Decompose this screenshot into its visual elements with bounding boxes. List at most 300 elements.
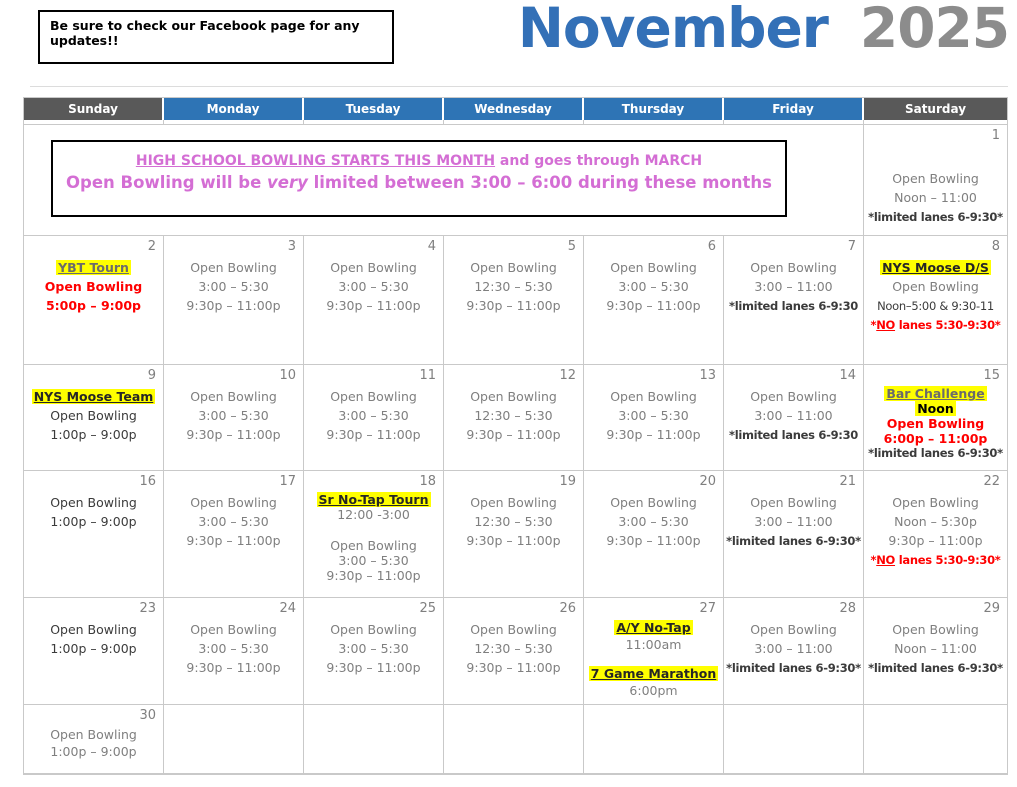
- announcement-box: [51, 140, 787, 217]
- highlighted-event-label: [915, 401, 956, 416]
- event-text: [754, 514, 832, 529]
- text-segment: 9:30p – 11:00p: [606, 298, 701, 313]
- day-number: 19: [559, 474, 576, 489]
- text-segment: Open Bowling: [886, 416, 985, 431]
- event-text: [198, 279, 268, 294]
- highlighted-event-label: [589, 666, 718, 681]
- day-number: 3: [287, 239, 296, 254]
- text-segment: 9:30p – 11:00p: [466, 298, 561, 313]
- text-segment: 3:00 – 5:30: [338, 553, 409, 568]
- text-segment: Open Bowling: [50, 495, 137, 510]
- text-segment: 9:30p – 11:00p: [606, 427, 701, 442]
- text-segment: *: [870, 318, 877, 332]
- calendar-cell-19: [444, 471, 584, 598]
- text-segment: NYS Moose Team: [33, 389, 154, 404]
- event-line: [24, 279, 163, 295]
- facebook-notice-box: [38, 10, 394, 64]
- calendar-cell-5: [444, 236, 584, 365]
- event-text: [50, 727, 137, 742]
- text-segment: Open Bowling: [892, 622, 979, 637]
- text-segment: 1:00p – 9:00p: [50, 744, 137, 759]
- event-text: [470, 622, 557, 637]
- facebook-notice-text: Be sure to check our Facebook page for any updates!!: [50, 18, 360, 48]
- event-line: [304, 408, 443, 424]
- day-header-wednesday: Wednesday: [444, 98, 584, 120]
- text-segment: 3:00 – 5:30: [198, 408, 269, 423]
- event-text: [892, 171, 979, 186]
- text-segment: 3:00 – 5:30: [338, 279, 409, 294]
- day-header-saturday: Saturday: [864, 98, 1007, 120]
- event-line: [304, 260, 443, 276]
- event-line: [164, 279, 303, 295]
- event-line: [304, 660, 443, 676]
- event-line: [164, 298, 303, 314]
- event-line: [444, 514, 583, 530]
- event-text: [45, 279, 142, 294]
- event-line: [724, 660, 863, 676]
- text-segment: 7 Game Marathon: [590, 666, 717, 681]
- event-text: [750, 260, 837, 275]
- text-segment: 12:30 – 5:30: [474, 641, 553, 656]
- calendar-cell-25: [304, 598, 444, 705]
- event-text: [466, 298, 560, 313]
- day-number: 18: [419, 474, 436, 489]
- text-segment: *limited lanes 6-9:30*: [726, 534, 861, 548]
- day-number: 20: [699, 474, 716, 489]
- day-number: 5: [567, 239, 576, 254]
- calendar-cell-12: [444, 365, 584, 471]
- event-line: [304, 298, 443, 314]
- event-text: [884, 431, 988, 446]
- event-text: [618, 514, 688, 529]
- event-line: [24, 514, 163, 530]
- text-segment: 3:00 – 5:30: [338, 641, 409, 656]
- event-text: [470, 495, 557, 510]
- text-segment: Bar Challenge: [886, 386, 985, 401]
- text-segment: NYS Moose D/S: [882, 260, 989, 275]
- event-line: [864, 533, 1007, 549]
- event-line: [304, 622, 443, 638]
- calendar-cell-empty: [444, 705, 584, 774]
- event-line: [24, 743, 163, 760]
- event-text: [474, 641, 552, 656]
- text-segment: 9:30p – 11:00p: [326, 427, 421, 442]
- event-line: [724, 533, 863, 549]
- event-text: [330, 622, 417, 637]
- text-segment: Open Bowling will be: [66, 173, 268, 192]
- event-line: [24, 495, 163, 511]
- text-segment: 3:00 – 11:00: [754, 641, 833, 656]
- event-line: [584, 636, 723, 653]
- text-segment: 9:30p – 11:00p: [466, 533, 561, 548]
- event-line: [864, 514, 1007, 530]
- day-number: 7: [847, 239, 856, 254]
- text-segment: 3:00 – 5:30: [618, 514, 689, 529]
- text-segment: 1:00p – 9:00p: [50, 427, 137, 442]
- event-text: [474, 514, 552, 529]
- text-segment: NO: [876, 553, 896, 567]
- event-line: [164, 622, 303, 638]
- event-line: [864, 190, 1007, 206]
- event-line: [444, 408, 583, 424]
- event-text: [750, 495, 837, 510]
- event-text: [330, 260, 417, 275]
- highlighted-event-label: [317, 492, 431, 507]
- event-line: [584, 298, 723, 314]
- text-segment: Open Bowling: [470, 495, 557, 510]
- calendar-cell-11: [304, 365, 444, 471]
- text-segment: 3:00 – 11:00: [754, 514, 833, 529]
- announcement-line-1: [53, 151, 785, 171]
- text-segment: Open Bowling: [330, 538, 417, 553]
- calendar-cell-29: [864, 598, 1007, 705]
- event-line: [584, 408, 723, 424]
- event-line: [304, 427, 443, 443]
- event-line: [24, 408, 163, 424]
- event-line: [584, 619, 723, 636]
- event-text: [888, 533, 982, 548]
- event-line: [304, 507, 443, 522]
- event-text: [868, 446, 1003, 460]
- day-number: 8: [991, 239, 1000, 254]
- event-line: [724, 279, 863, 295]
- calendar-cell-21: [724, 471, 864, 598]
- day-number: 21: [839, 474, 856, 489]
- event-text: [466, 533, 560, 548]
- event-text: [606, 533, 700, 548]
- day-header-sunday: Sunday: [24, 98, 164, 120]
- page-title: [518, 0, 1009, 60]
- event-text: [754, 408, 832, 423]
- calendar-grid: [23, 97, 1008, 775]
- event-line: [864, 416, 1007, 431]
- event-text: [326, 660, 420, 675]
- day-number: 26: [559, 601, 576, 616]
- text-segment: 9:30p – 11:00p: [606, 533, 701, 548]
- text-segment: Open Bowling: [50, 408, 137, 423]
- event-line: [444, 660, 583, 676]
- text-segment: Open Bowling: [190, 260, 277, 275]
- event-text: [626, 637, 682, 652]
- event-text: [610, 389, 697, 404]
- event-text: [190, 260, 277, 275]
- event-text: [894, 190, 977, 205]
- calendar-cell-empty: [864, 705, 1007, 774]
- event-line: [304, 538, 443, 553]
- event-text: [894, 641, 977, 656]
- event-line: [24, 622, 163, 638]
- highlighted-event-label: [884, 386, 986, 401]
- event-line: [864, 401, 1007, 416]
- text-segment: NO: [876, 318, 896, 332]
- text-segment: YBT Tourn: [58, 260, 129, 275]
- event-text: [326, 298, 420, 313]
- day-header-monday: Monday: [164, 98, 304, 120]
- text-segment: Open Bowling: [750, 495, 837, 510]
- text-segment: 3:00 – 5:30: [198, 641, 269, 656]
- event-text: [198, 641, 268, 656]
- page-title-year: 2025: [859, 0, 1009, 60]
- page-title-month: November: [517, 0, 828, 60]
- event-line: [584, 665, 723, 682]
- calendar-cell-16: [24, 471, 164, 598]
- event-line: [724, 298, 863, 314]
- text-segment: 1:00p – 9:00p: [50, 514, 137, 529]
- text-segment: 3:00 – 5:30: [338, 408, 409, 423]
- event-text: [894, 514, 977, 529]
- event-line: [864, 552, 1007, 568]
- day-number: 13: [699, 368, 716, 383]
- text-segment: Open Bowling: [50, 622, 137, 637]
- text-segment: 9:30p – 11:00p: [326, 568, 421, 583]
- text-segment: *limited lanes 6-9:30*: [726, 661, 861, 675]
- event-text: [190, 495, 277, 510]
- event-line: [304, 553, 443, 568]
- event-text: [887, 416, 984, 431]
- event-line: [24, 260, 163, 276]
- event-text: [338, 408, 408, 423]
- text-segment: Open Bowling: [330, 260, 417, 275]
- event-text: [330, 389, 417, 404]
- text-segment: and goes through MARCH: [495, 153, 703, 169]
- text-segment: Open Bowling: [470, 260, 557, 275]
- text-segment: Open Bowling: [190, 622, 277, 637]
- text-segment: Open Bowling: [892, 279, 979, 294]
- event-line: [584, 427, 723, 443]
- event-text: [618, 279, 688, 294]
- event-text: [50, 408, 137, 423]
- highlighted-event-label: [32, 389, 156, 404]
- text-segment: Sr No-Tap Tourn: [318, 492, 429, 507]
- calendar-cell-15: [864, 365, 1007, 471]
- day-number: 17: [279, 474, 296, 489]
- event-line: [444, 622, 583, 638]
- event-line: [724, 427, 863, 443]
- event-text: [892, 495, 979, 510]
- event-line: [864, 641, 1007, 657]
- text-segment: 3:00 – 5:30: [198, 514, 269, 529]
- calendar-cell-empty: [724, 705, 864, 774]
- event-text: [466, 660, 560, 675]
- highlighted-event-label: [880, 260, 991, 275]
- calendar-cell-6: [584, 236, 724, 365]
- text-segment: *limited lanes 6-9:30: [729, 428, 858, 442]
- text-segment: 12:30 – 5:30: [474, 279, 553, 294]
- calendar-cell-2: [24, 236, 164, 365]
- day-number: 16: [139, 474, 156, 489]
- text-segment: *limited lanes 6-9:30: [729, 299, 858, 313]
- highlighted-event-label: [614, 620, 692, 635]
- event-line: [164, 260, 303, 276]
- calendar-cell-13: [584, 365, 724, 471]
- event-line: [724, 260, 863, 276]
- day-number: 23: [139, 601, 156, 616]
- day-number: 24: [279, 601, 296, 616]
- event-line: [584, 514, 723, 530]
- spacer: [304, 522, 443, 538]
- calendar-cell-8: [864, 236, 1007, 365]
- text-segment: 3:00 – 11:00: [754, 408, 833, 423]
- day-number: 22: [983, 474, 1000, 489]
- event-text: [338, 279, 408, 294]
- event-line: [444, 427, 583, 443]
- calendar-cell-24: [164, 598, 304, 705]
- calendar-cell-18: [304, 471, 444, 598]
- spacer: [584, 653, 723, 665]
- day-number: 28: [839, 601, 856, 616]
- event-line: [864, 431, 1007, 446]
- event-text: [50, 641, 136, 656]
- text-segment: Open Bowling: [750, 260, 837, 275]
- event-line: [724, 408, 863, 424]
- text-segment: Noon – 5:30p: [894, 514, 977, 529]
- event-line: [164, 641, 303, 657]
- event-text: [470, 260, 557, 275]
- text-segment: 3:00 – 5:30: [618, 279, 689, 294]
- event-text: [729, 299, 858, 313]
- day-number: 6: [707, 239, 716, 254]
- text-segment: Open Bowling: [750, 389, 837, 404]
- calendar-cell-14: [724, 365, 864, 471]
- text-segment: 6:00p – 11:00p: [883, 431, 988, 446]
- event-text: [186, 427, 280, 442]
- event-line: [724, 389, 863, 405]
- announcement-line-2: [53, 171, 785, 194]
- event-text: [750, 622, 837, 637]
- event-text: [892, 622, 979, 637]
- event-line: [724, 514, 863, 530]
- event-line: [724, 641, 863, 657]
- event-line: [304, 641, 443, 657]
- event-text: [754, 641, 832, 656]
- event-text: [186, 533, 280, 548]
- event-line: [864, 386, 1007, 401]
- day-number: 30: [139, 708, 156, 723]
- event-text: [50, 495, 137, 510]
- event-line: [584, 389, 723, 405]
- text-segment: very: [267, 173, 308, 192]
- event-text: [610, 260, 697, 275]
- text-segment: Open Bowling: [610, 495, 697, 510]
- event-line: [304, 568, 443, 583]
- event-text: [474, 279, 552, 294]
- event-text: [326, 568, 420, 583]
- event-text: [750, 389, 837, 404]
- event-line: [164, 389, 303, 405]
- calendar-cell-10: [164, 365, 304, 471]
- text-segment: Open Bowling: [330, 389, 417, 404]
- event-text: [326, 427, 420, 442]
- calendar-cell-empty: [164, 705, 304, 774]
- event-line: [164, 408, 303, 424]
- event-text: [186, 298, 280, 313]
- event-text: [606, 298, 700, 313]
- text-segment: 9:30p – 11:00p: [466, 427, 561, 442]
- text-segment: lanes 5:30-9:30*: [895, 553, 1001, 567]
- text-segment: *limited lanes 6-9:30*: [868, 210, 1003, 224]
- day-header-friday: Friday: [724, 98, 864, 120]
- event-text: [629, 683, 677, 698]
- event-text: [871, 553, 1001, 567]
- event-line: [24, 641, 163, 657]
- event-text: [50, 514, 136, 529]
- day-number: 9: [147, 368, 156, 383]
- text-segment: Open Bowling: [610, 260, 697, 275]
- text-segment: Open Bowling: [892, 171, 979, 186]
- text-segment: 12:30 – 5:30: [474, 514, 553, 529]
- text-segment: Open Bowling: [330, 622, 417, 637]
- text-segment: 1:00p – 9:00p: [50, 641, 137, 656]
- event-line: [584, 682, 723, 699]
- spacer: [864, 146, 1007, 168]
- calendar-cell-empty: [584, 705, 724, 774]
- event-line: [444, 260, 583, 276]
- event-text: [198, 514, 268, 529]
- event-text: [198, 408, 268, 423]
- event-text: [877, 299, 994, 313]
- event-text: [190, 389, 277, 404]
- text-segment: 12:00 -3:00: [337, 507, 410, 522]
- event-text: [868, 661, 1003, 675]
- calendar-cell-30: [24, 705, 164, 774]
- text-segment: A/Y No-Tap: [616, 620, 691, 635]
- calendar-cell-28: [724, 598, 864, 705]
- event-line: [24, 726, 163, 743]
- event-text: [726, 534, 861, 548]
- event-text: [186, 660, 280, 675]
- text-segment: Open Bowling: [470, 389, 557, 404]
- text-segment: *limited lanes 6-9:30*: [868, 446, 1003, 460]
- event-line: [584, 495, 723, 511]
- text-segment: 9:30p – 11:00p: [186, 298, 281, 313]
- day-number: 12: [559, 368, 576, 383]
- event-text: [338, 553, 408, 568]
- event-text: [610, 495, 697, 510]
- calendar-cell-1: [864, 125, 1007, 236]
- event-line: [304, 492, 443, 507]
- event-line: [164, 495, 303, 511]
- event-line: [164, 514, 303, 530]
- event-line: [164, 660, 303, 676]
- event-line: [584, 533, 723, 549]
- day-number: 1: [991, 128, 1000, 143]
- event-text: [868, 210, 1003, 224]
- event-line: [444, 641, 583, 657]
- event-line: [864, 298, 1007, 314]
- calendar-cell-4: [304, 236, 444, 365]
- text-segment: Noon–5:00 & 9:30-11: [877, 299, 994, 313]
- day-number: 14: [839, 368, 856, 383]
- text-segment: 9:30p – 11:00p: [466, 660, 561, 675]
- text-segment: *: [870, 553, 877, 567]
- event-line: [864, 317, 1007, 333]
- text-segment: Open Bowling: [44, 279, 143, 294]
- calendar-cell-17: [164, 471, 304, 598]
- event-text: [337, 507, 410, 522]
- calendar-cell-7: [724, 236, 864, 365]
- text-segment: 12:30 – 5:30: [474, 408, 553, 423]
- day-number: 25: [419, 601, 436, 616]
- day-header-tuesday: Tuesday: [304, 98, 444, 120]
- event-line: [164, 533, 303, 549]
- calendar-cell-9: [24, 365, 164, 471]
- event-text: [50, 622, 137, 637]
- event-line: [164, 427, 303, 443]
- announcement-cell: [24, 125, 864, 236]
- calendar-cell-3: [164, 236, 304, 365]
- event-line: [444, 495, 583, 511]
- event-line: [864, 171, 1007, 187]
